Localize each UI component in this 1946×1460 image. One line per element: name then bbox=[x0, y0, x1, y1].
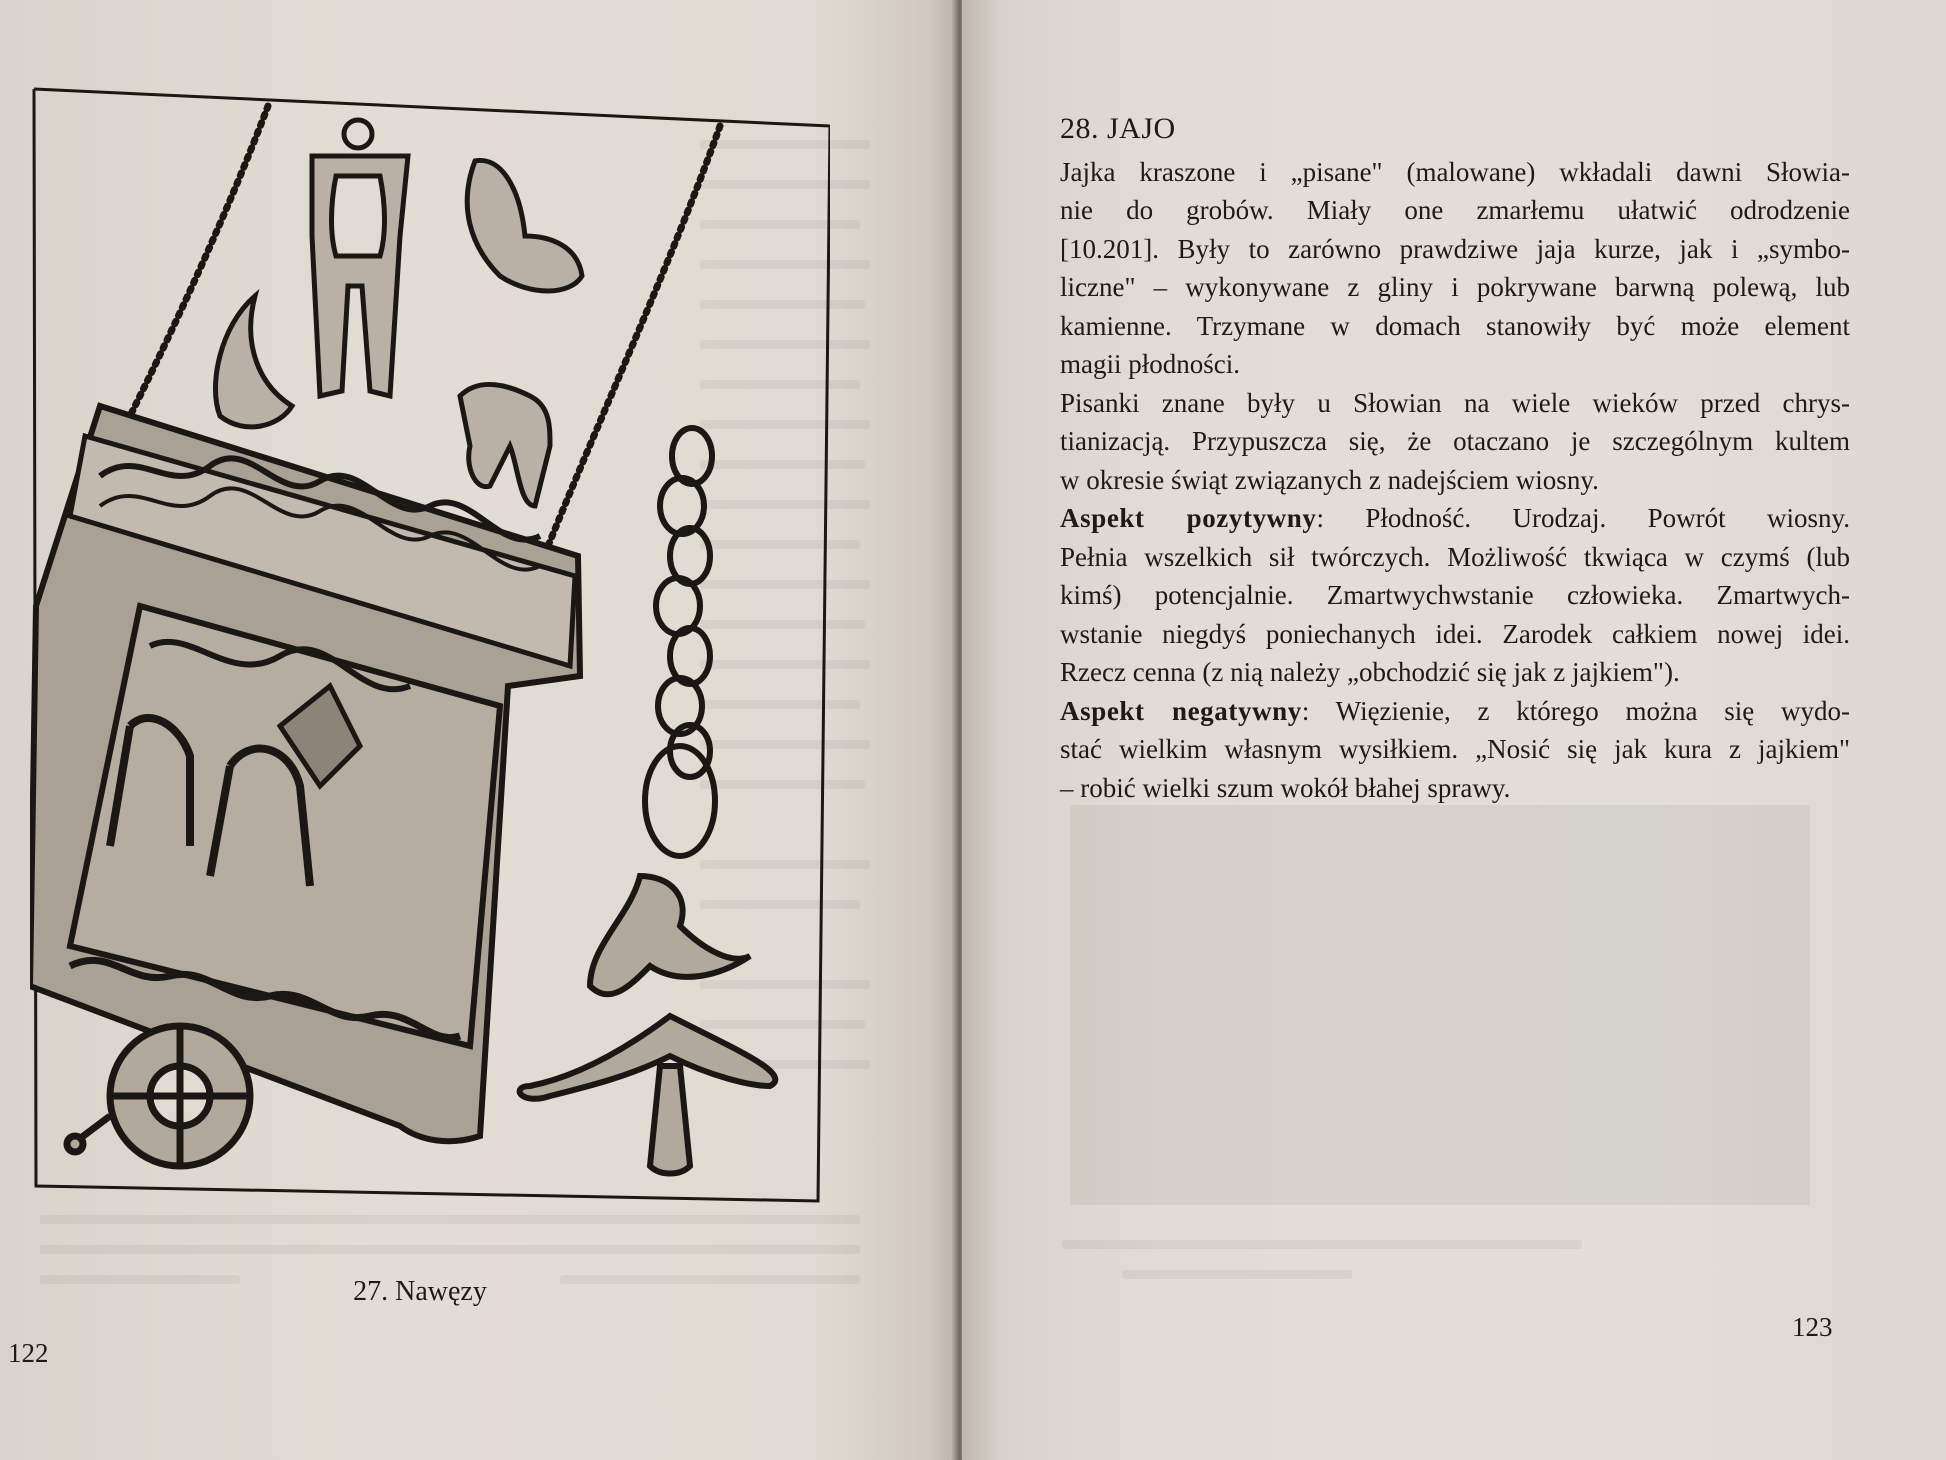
page-number-right: 123 bbox=[1792, 1312, 1833, 1342]
text-line: Pełnia wszelkich sił twórczych. Możliwość tkwiąca w czymś (lub bbox=[1060, 541, 1850, 572]
text-line: nie do grobów. Miały one zmarłemu ułatwić odrodzenie bbox=[1060, 195, 1850, 225]
entry-text bbox=[1024, 110, 1850, 807]
text-line: Pisanki znane były u Słowian na wiele wieków przed chrys- bbox=[1060, 387, 1850, 418]
text-line: [10.201]. Były to zarówno prawdziwe jaja kurze, jak i „symbo- bbox=[1060, 233, 1850, 264]
jewelry-illustration bbox=[30, 86, 830, 1206]
left-page bbox=[0, 0, 958, 1460]
text-line: kimś) potencjalnie. Zmartwychwstanie człowieka. Zmartwych- bbox=[1060, 580, 1850, 610]
boot-amulet bbox=[460, 384, 550, 506]
text-line: Jajka kraszone i „pisane" (malowane) wkładali dawni Słowia- bbox=[1060, 156, 1850, 187]
text-line bbox=[1024, 499, 1850, 538]
wheel-amulet bbox=[67, 1026, 250, 1166]
paragraph-1 bbox=[1024, 153, 1850, 384]
text-line: Rzecz cenna (z nią należy „obchodzić się jak z jajkiem"). bbox=[1060, 657, 1680, 687]
text-line: stać wielkim własnym wysiłkiem. „Nosić się jak kura z jajkiem" bbox=[1060, 734, 1850, 764]
figure-caption: 27. Nawęzy bbox=[353, 1276, 487, 1307]
text-line: liczne" – wykonywane z gliny i pokrywane barwną polewą, lub bbox=[1060, 272, 1850, 302]
page-number-left: 122 bbox=[8, 1338, 49, 1368]
bead-chain-right bbox=[540, 126, 720, 566]
text-line: wstanie niegdyś poniechanych idei. Zarodek całkiem nowej idei. bbox=[1060, 618, 1850, 649]
paragraph-positive-aspect bbox=[1024, 499, 1850, 692]
text-line bbox=[1024, 692, 1850, 731]
text-fragment: : Płodność. Urodzaj. Powrót wiosny. bbox=[1316, 503, 1850, 533]
term-negative: Aspekt negatywny bbox=[1060, 695, 1302, 726]
text-line: magii płodności. bbox=[1060, 349, 1240, 379]
text-line: w okresie świąt związanych z nadejściem wiosny. bbox=[1060, 464, 1599, 495]
text-line: – robić wielki szum wokół błahej sprawy. bbox=[1060, 772, 1511, 803]
entry-heading: 28. JAJO bbox=[1060, 112, 1176, 145]
paragraph-2 bbox=[1024, 384, 1850, 500]
text-fragment: : Więzienie, z którego można się wydo- bbox=[1301, 695, 1850, 726]
chain-pendant bbox=[520, 428, 776, 1174]
text-line: kamienne. Trzymane w domach stanowiły być może element bbox=[1060, 310, 1850, 341]
paragraph-negative-aspect bbox=[1024, 692, 1850, 808]
term-positive: Aspekt pozytywny bbox=[1060, 503, 1317, 533]
axe-amulet bbox=[467, 160, 582, 291]
text-line: tianizacją. Przypuszcza się, że otaczano je szczególnym kultem bbox=[1060, 426, 1850, 456]
claw-amulet bbox=[215, 296, 292, 427]
comb-pendant bbox=[312, 120, 408, 396]
decorated-pouch bbox=[30, 406, 580, 1141]
